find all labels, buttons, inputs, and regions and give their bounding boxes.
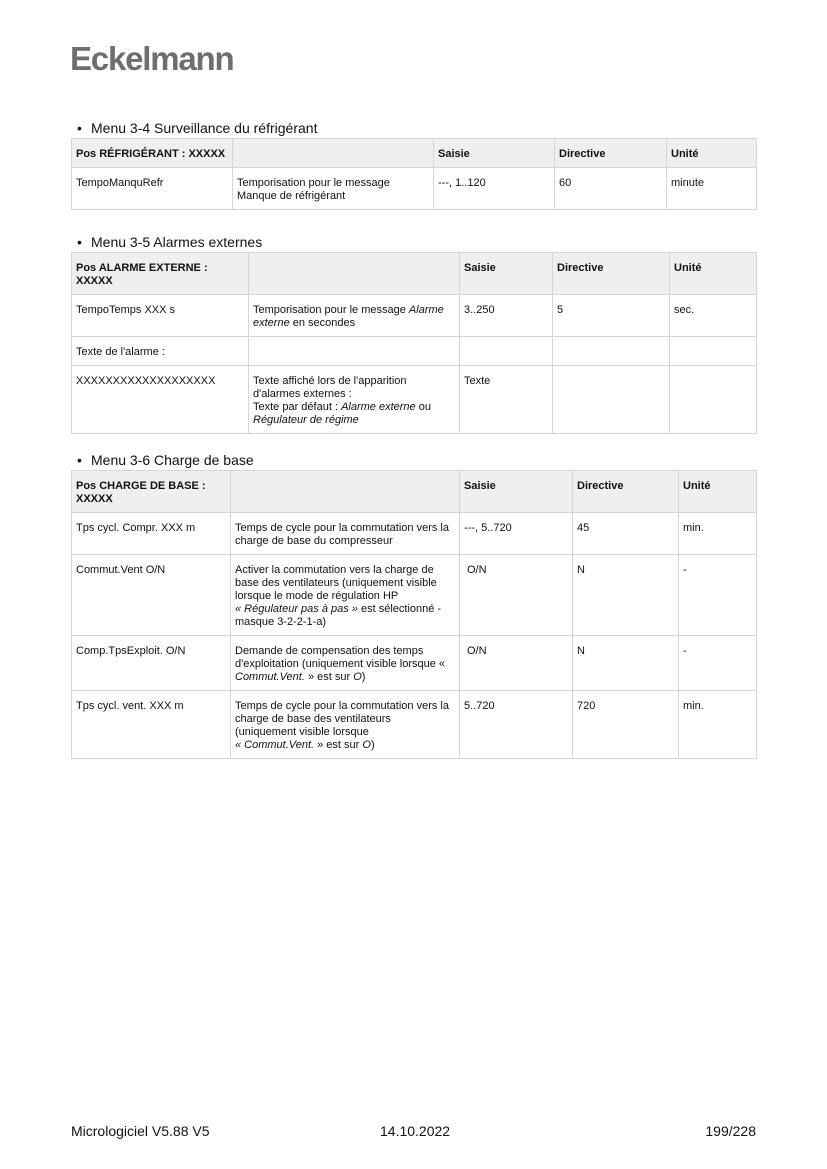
column-header: Directive — [555, 139, 667, 168]
column-header: Unité — [670, 253, 757, 295]
param-unite: sec. — [670, 295, 757, 337]
company-logo: Eckelmann — [70, 40, 234, 77]
section-title-menu-3-5: • Menu 3-5 Alarmes externes — [77, 234, 263, 250]
param-name: Tps cycl. Compr. XXX m — [72, 513, 231, 555]
footer-firmware: Micrologiciel V5.88 V5 — [71, 1123, 210, 1139]
param-saisie: 5..720 — [460, 691, 573, 759]
param-description: Temporisation pour le message Alarme externe en secondes — [249, 295, 460, 337]
param-description: Demande de compensation des temps d'exploitation (uniquement visible lorsque « Commut.Vent. » est sur O) — [231, 636, 460, 691]
param-saisie: ---, 1..120 — [434, 168, 555, 210]
param-saisie: O/N — [460, 555, 573, 636]
column-header: Directive — [573, 471, 679, 513]
column-header: Pos CHARGE DE BASE : XXXXX — [72, 471, 231, 513]
param-unite: - — [679, 636, 757, 691]
param-description: Activer la commutation vers la charge de base des ventilateurs (uniquement visible lorsque le mode de régulation HP « Régulateur pas à pas » est sélectionné - masque 3-2-2-1-a) — [231, 555, 460, 636]
param-description: Temporisation pour le message Manque de réfrigérant — [233, 168, 434, 210]
param-directive: N — [573, 555, 679, 636]
param-directive: 720 — [573, 691, 679, 759]
param-name: Commut.Vent O/N — [72, 555, 231, 636]
column-header: Directive — [553, 253, 670, 295]
table-alarme-externe — [71, 252, 757, 434]
table-row — [72, 366, 757, 434]
column-header: Saisie — [460, 471, 573, 513]
param-name: XXXXXXXXXXXXXXXXXXX — [72, 366, 249, 434]
param-saisie: 3..250 — [460, 295, 553, 337]
param-saisie: Texte — [460, 366, 553, 434]
table-row — [72, 555, 757, 636]
table-row — [72, 691, 757, 759]
column-header: Unité — [667, 139, 757, 168]
bullet-icon: • — [77, 120, 82, 136]
param-saisie — [460, 337, 553, 366]
table-header-row — [72, 253, 757, 295]
param-name: Texte de l'alarme : — [72, 337, 249, 366]
footer-date: 14.10.2022 — [380, 1123, 451, 1139]
column-header: Saisie — [460, 253, 553, 295]
param-directive: N — [573, 636, 679, 691]
column-header: Unité — [679, 471, 757, 513]
param-unite: min. — [679, 513, 757, 555]
param-description: Texte affiché lors de l'apparition d'alarmes externes : Texte par défaut : Alarme externe ou Régulateur de régime — [249, 366, 460, 434]
param-name: Comp.TpsExploit. O/N — [72, 636, 231, 691]
param-saisie: O/N — [460, 636, 573, 691]
table-header-row — [72, 139, 757, 168]
table-refrigerant — [71, 138, 757, 210]
param-name: TempoManquRefr — [72, 168, 233, 210]
column-header — [231, 471, 460, 513]
table-row — [72, 295, 757, 337]
param-unite — [670, 366, 757, 434]
bullet-icon: • — [77, 234, 82, 250]
column-header: Saisie — [434, 139, 555, 168]
footer-page-number: 199/228 — [705, 1123, 756, 1139]
column-header — [249, 253, 460, 295]
param-directive: 60 — [555, 168, 667, 210]
table-row — [72, 636, 757, 691]
param-directive: 5 — [553, 295, 670, 337]
param-unite: minute — [667, 168, 757, 210]
column-header: Pos ALARME EXTERNE : XXXXX — [72, 253, 249, 295]
param-description: Temps de cycle pour la commutation vers la charge de base du compresseur — [231, 513, 460, 555]
param-saisie: ---, 5..720 — [460, 513, 573, 555]
param-unite — [670, 337, 757, 366]
column-header: Pos RÉFRIGÉRANT : XXXXX — [72, 139, 233, 168]
table-row — [72, 513, 757, 555]
param-directive — [553, 366, 670, 434]
param-unite: - — [679, 555, 757, 636]
table-row — [72, 337, 757, 366]
table-row — [72, 168, 757, 210]
param-unite: min. — [679, 691, 757, 759]
param-description: Temps de cycle pour la commutation vers la charge de base des ventilateurs (uniquement visible lorsque « Commut.Vent. » est sur O) — [231, 691, 460, 759]
param-name: TempoTemps XXX s — [72, 295, 249, 337]
section-title-menu-3-4: • Menu 3-4 Surveillance du réfrigérant — [77, 120, 318, 136]
section-title-menu-3-6: • Menu 3-6 Charge de base — [77, 452, 254, 468]
param-directive: 45 — [573, 513, 679, 555]
param-directive — [553, 337, 670, 366]
table-header-row — [72, 471, 757, 513]
param-name: Tps cycl. vent. XXX m — [72, 691, 231, 759]
param-description — [249, 337, 460, 366]
column-header — [233, 139, 434, 168]
bullet-icon: • — [77, 452, 82, 468]
table-charge-de-base — [71, 470, 757, 759]
